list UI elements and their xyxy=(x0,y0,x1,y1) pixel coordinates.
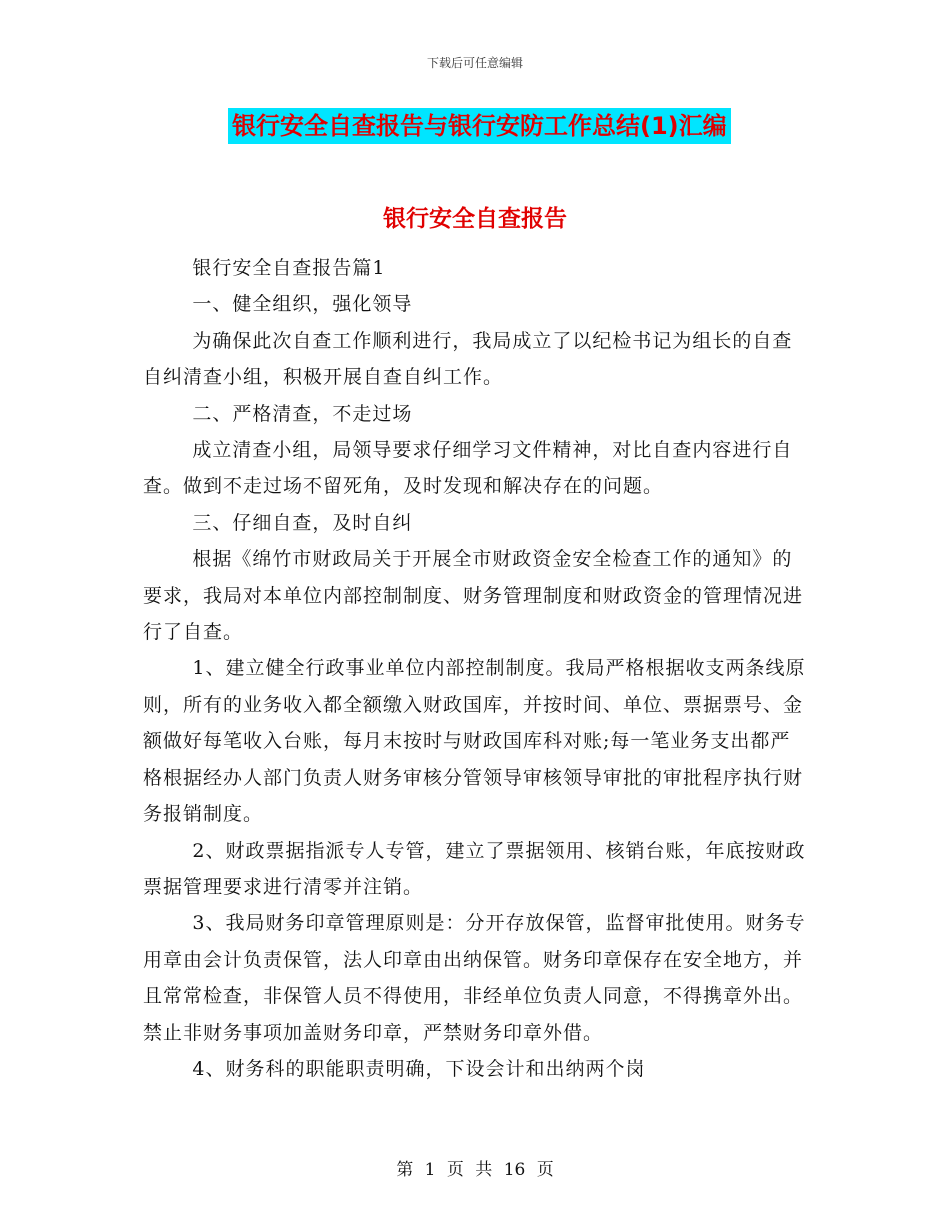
document-body xyxy=(143,250,808,1087)
paragraph: 根据《绵竹市财政局关于开展全市财政资金安全检查工作的通知》的要求，我局对本单位内部控制制度、财务管理制度和财政资金的管理情况进行了自查。 xyxy=(143,548,804,644)
page-footer: 第 1 页 共 16 页 xyxy=(396,1160,554,1180)
paragraph: 二、严格清查，不走过场 xyxy=(192,402,413,425)
paragraph: 一、健全组织，强化领导 xyxy=(192,293,413,316)
paragraph: 1、建立健全行政事业单位内部控制制度。我局严格根据收支两条线原则，所有的业务收入都全额缴入财政国库，并按时间、单位、票据票号、金额做好每笔收入台账，每月末按时与财政国库科对账;每一笔业务支出都严格根据经办人部门负责人财务审核分管领导审核领导审批的审批程序执行财务报销制度。 xyxy=(143,657,806,826)
paragraph: 3、我局财务印章管理原则是：分开存放保管，监督审批使用。财务专用章由会计负责保管，法人印章由出纳保管。财务印章保存在安全地方，并且常常检查，非保管人员不得使用，非经单位负责人同意，不得携章外出。禁止非财务事项加盖财务印章，严禁财务印章外借。 xyxy=(143,912,806,1044)
section-title: 银行安全自查报告 xyxy=(383,206,567,232)
paragraph: 银行安全自查报告篇1 xyxy=(192,257,386,279)
paragraph: 成立清查小组，局领导要求仔细学习文件精神，对比自查内容进行自查。做到不走过场不留死角，及时发现和解决存在的问题。 xyxy=(143,439,793,498)
paragraph: 4、财务科的职能职责明确，下设会计和出纳两个岗 xyxy=(192,1057,646,1080)
header-note: 下载后可任意编辑 xyxy=(426,56,523,70)
paragraph: 三、仔细自查，及时自纠 xyxy=(192,511,413,534)
paragraph: 2、财政票据指派专人专管，建立了票据领用、核销台账，年底按财政票据管理要求进行清零并注销。 xyxy=(143,839,806,898)
paragraph: 为确保此次自查工作顺利进行，我局成立了以纪检书记为组长的自查自纠清查小组，积极开展自查自纠工作。 xyxy=(143,329,793,389)
document-title: 银行安全自查报告与银行安防工作总结(1)汇编 xyxy=(228,108,731,144)
